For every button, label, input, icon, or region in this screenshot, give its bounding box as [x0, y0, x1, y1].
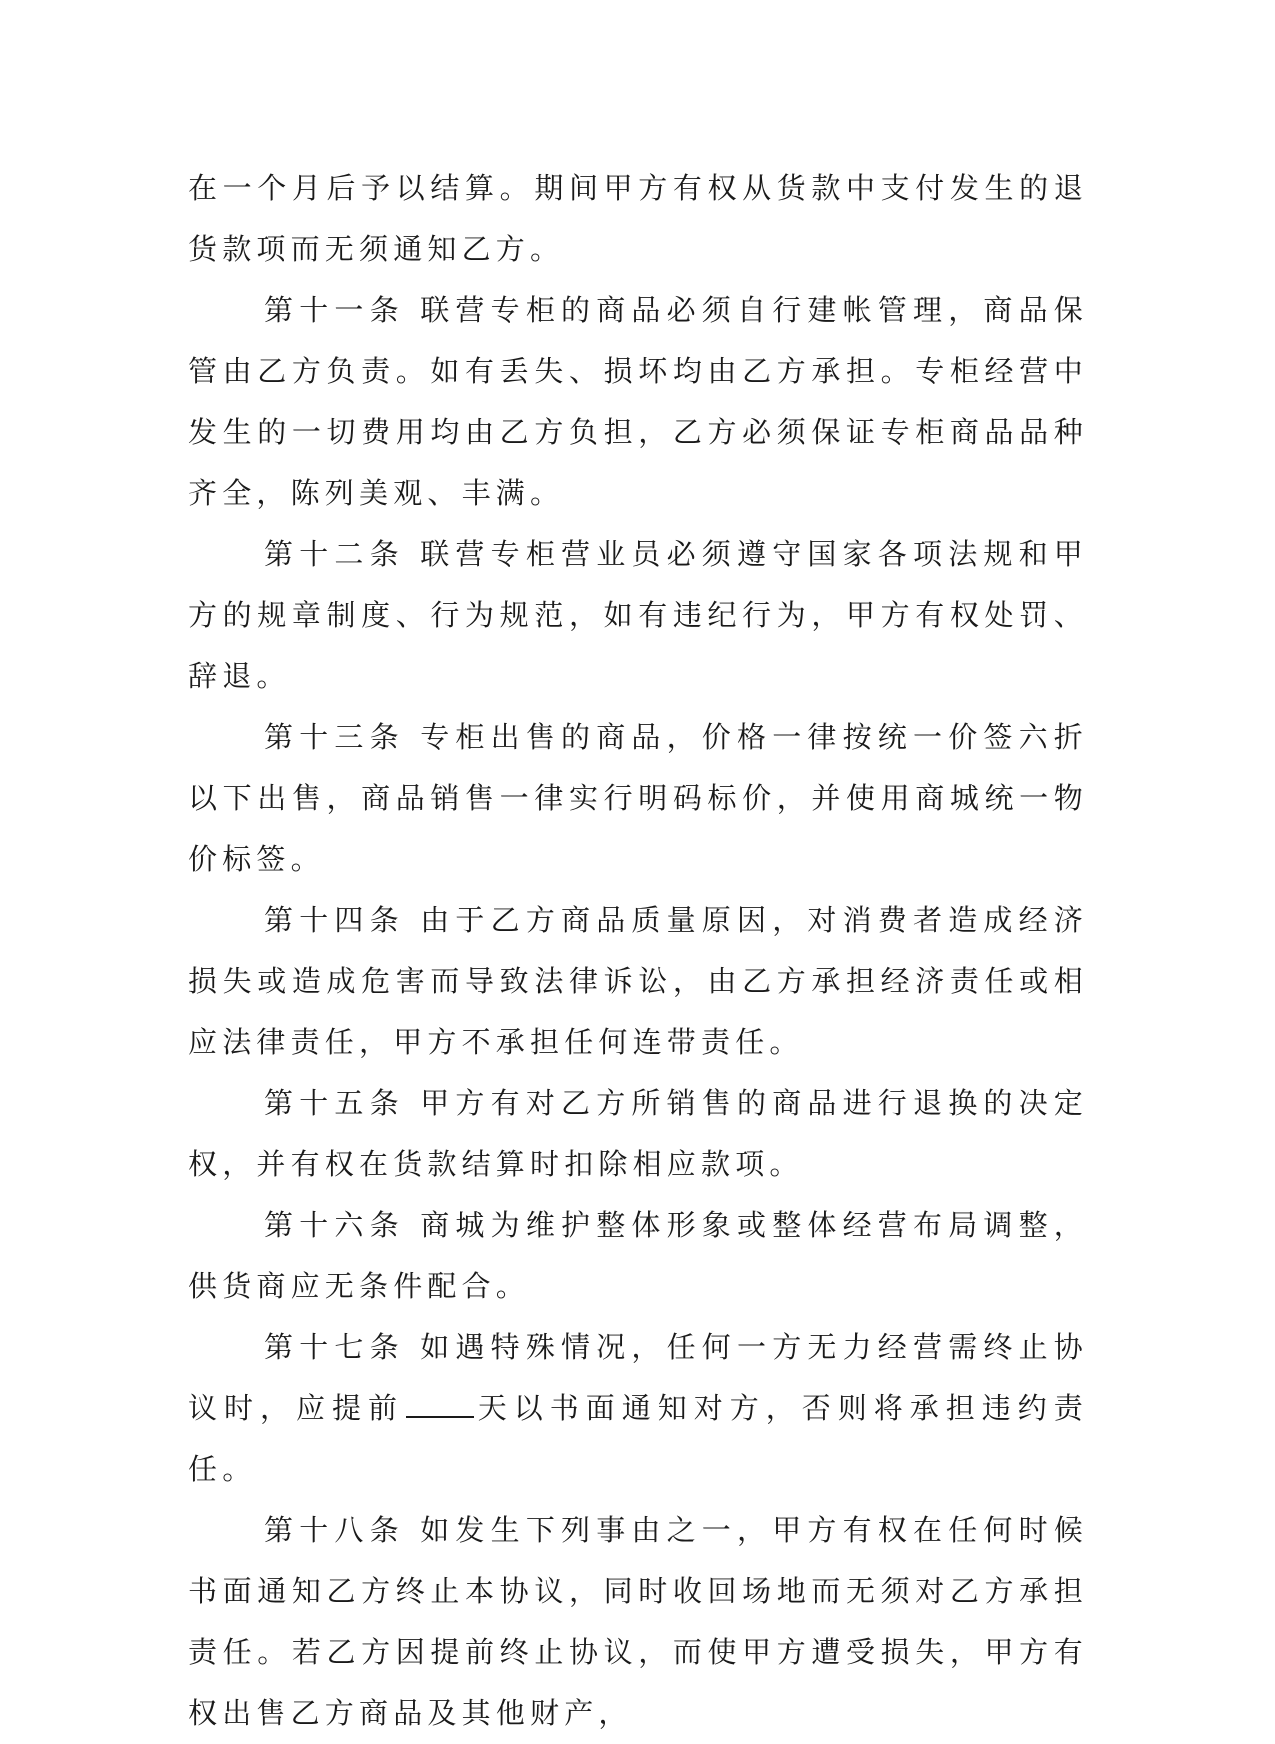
article-text-continued: 天以书面通知对方，否则将承担违约责任。 — [188, 1391, 1088, 1486]
article-17 — [188, 1317, 1088, 1500]
article-13 — [188, 707, 1088, 890]
article-14 — [188, 890, 1088, 1073]
article-16 — [188, 1195, 1088, 1317]
article-text: 专柜出售的商品，价格一律按统一价签六折以下出售，商品销售一律实行明码标价，并使用商城统一物价标签。 — [188, 720, 1088, 876]
article-heading: 第十七条 — [264, 1330, 405, 1364]
article-text: 如遇特殊情况，任何一方无力经营需终止协议时，应提前 — [188, 1330, 1088, 1425]
article-18 — [188, 1500, 1088, 1744]
article-text: 商城为维护整体形象或整体经营布局调整，供货商应无条件配合。 — [188, 1208, 1088, 1303]
article-12 — [188, 524, 1088, 707]
article-text: 由于乙方商品质量原因，对消费者造成经济损失或造成危害而导致法律诉讼，由乙方承担经济责任或相应法律责任，甲方不承担任何连带责任。 — [188, 903, 1088, 1059]
article-heading: 第十四条 — [264, 903, 405, 937]
article-11 — [188, 280, 1088, 524]
article-text: 联营专柜营业员必须遵守国家各项法规和甲方的规章制度、行为规范，如有违纪行为，甲方有权处罚、辞退。 — [188, 537, 1088, 693]
fill-in-blank-line — [406, 1390, 474, 1418]
article-heading: 第十六条 — [264, 1208, 405, 1242]
continuation-paragraph: 在一个月后予以结算。期间甲方有权从货款中支付发生的退货款项而无须通知乙方。 — [188, 171, 1088, 266]
article-15 — [188, 1073, 1088, 1195]
article-text: 甲方有对乙方所销售的商品进行退换的决定权，并有权在货款结算时扣除相应款项。 — [188, 1086, 1088, 1181]
article-heading: 第十一条 — [264, 293, 405, 327]
article-heading: 第十二条 — [264, 537, 405, 571]
document-body — [188, 158, 1088, 1744]
article-text: 如发生下列事由之一，甲方有权在任何时候书面通知乙方终止本协议，同时收回场地而无须对乙方承担责任。若乙方因提前终止协议，而使甲方遭受损失，甲方有权出售乙方商品及其他财产， — [188, 1513, 1088, 1730]
article-heading: 第十三条 — [264, 720, 405, 754]
article-text: 联营专柜的商品必须自行建帐管理，商品保管由乙方负责。如有丢失、损坏均由乙方承担。专柜经营中发生的一切费用均由乙方负担，乙方必须保证专柜商品品种齐全，陈列美观、丰满。 — [188, 293, 1088, 510]
article-heading: 第十八条 — [264, 1513, 405, 1547]
article-heading: 第十五条 — [264, 1086, 405, 1120]
